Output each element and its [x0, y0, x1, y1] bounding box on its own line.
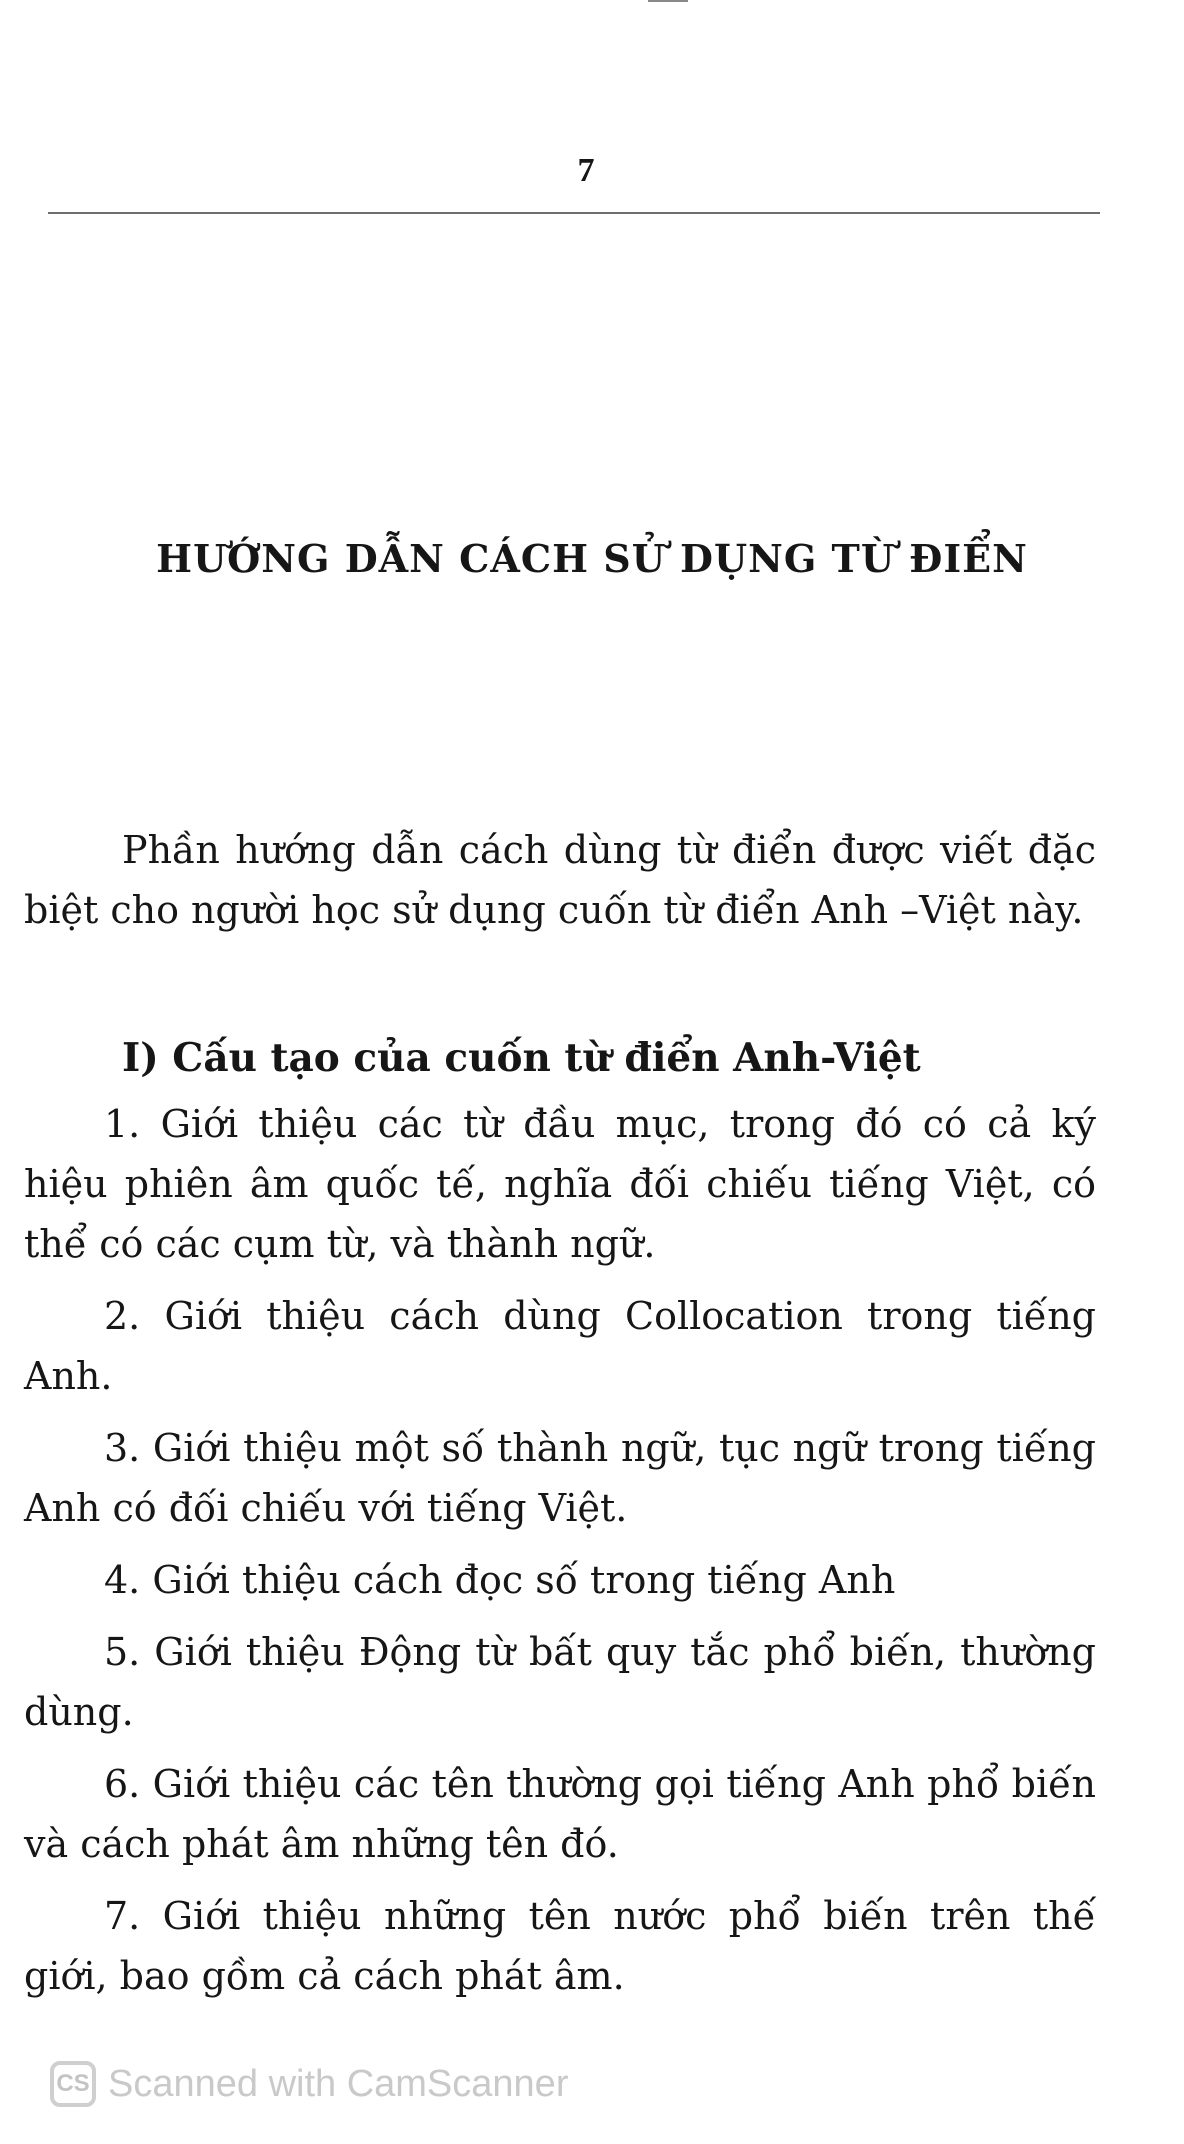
camscanner-watermark [50, 2058, 568, 2110]
document-body [24, 820, 1096, 2018]
list-item: 7. Giới thiệu những tên nước phổ biến trên thế giới, bao gồm cả cách phát âm. [24, 1894, 1096, 1998]
list-item: 4. Giới thiệu cách đọc số trong tiếng Anh [104, 1558, 896, 1602]
watermark-text: Scanned with CamScanner [108, 2062, 569, 2105]
list-item: 1. Giới thiệu các từ đầu mục, trong đó có cả ký hiệu phiên âm quốc tế, nghĩa đối chiếu tiếng Việt, có thể có các cụm từ, và thành ngữ. [24, 1102, 1096, 1266]
section-heading: I) Cấu tạo của cuốn từ điển Anh-Việt [122, 1035, 921, 1081]
page-title: HƯỚNG DẪN CÁCH SỬ DỤNG TỪ ĐIỂN [156, 536, 1028, 581]
list-item: 6. Giới thiệu các tên thường gọi tiếng Anh phổ biến và cách phát âm những tên đó. [24, 1762, 1096, 1866]
list-item: 5. Giới thiệu Động từ bất quy tắc phổ biến, thường dùng. [24, 1630, 1096, 1734]
list-item: 3. Giới thiệu một số thành ngữ, tục ngữ trong tiếng Anh có đối chiếu với tiếng Việt. [24, 1426, 1096, 1530]
intro-paragraph: Phần hướng dẫn cách dùng từ điển được viết đặc biệt cho người học sử dụng cuốn từ điển Anh –Việt này. [24, 828, 1096, 932]
header-rule [48, 212, 1100, 214]
top-edge-mark [648, 0, 688, 2]
list-item: 2. Giới thiệu cách dùng Collocation trong tiếng Anh. [24, 1294, 1096, 1398]
page-number: 7 [577, 152, 595, 189]
camscanner-logo-icon: CS [50, 2061, 96, 2107]
